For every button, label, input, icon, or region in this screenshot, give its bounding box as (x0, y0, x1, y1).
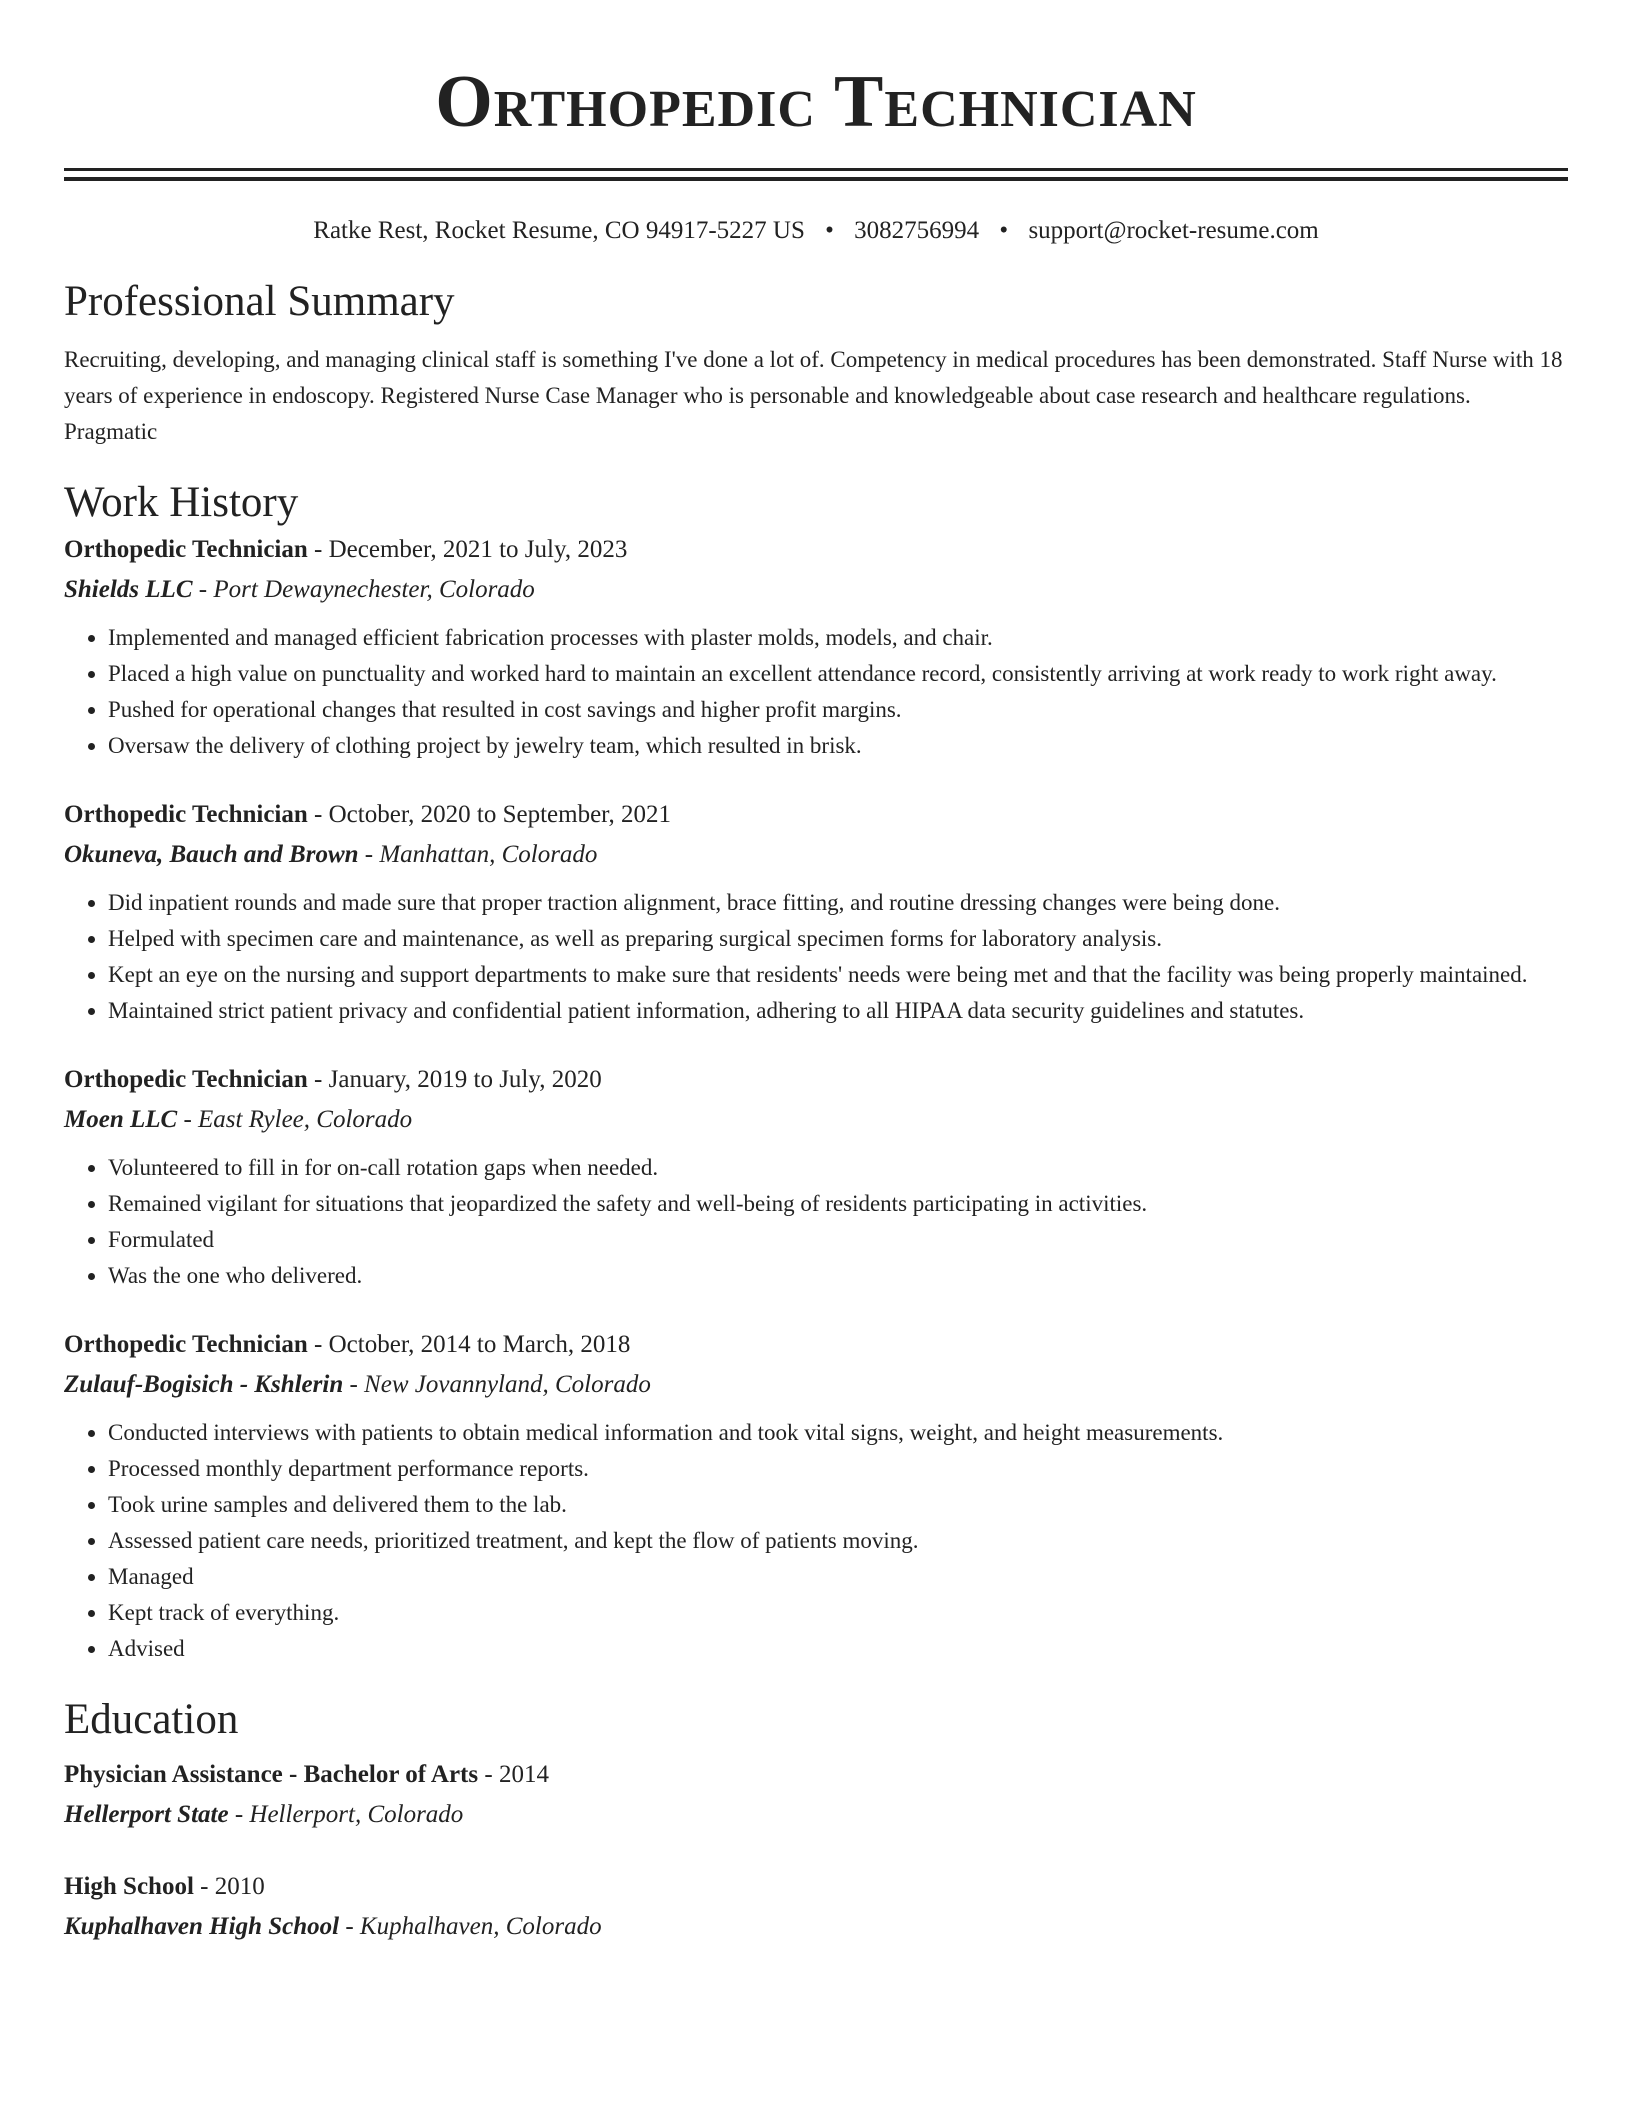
job-duty-item: • Did inpatient rounds and made sure that proper traction alignment, brace fitting, and routine dressing changes were being done. (108, 885, 1568, 921)
education-list (64, 1755, 1568, 1947)
job-employer-line (64, 570, 1568, 610)
job-duty-item: • Pushed for operational changes that resulted in cost savings and higher profit margins. (108, 692, 1568, 728)
education-location: - Hellerport, Colorado (228, 1801, 464, 1828)
education-school-line (64, 1907, 1568, 1947)
education-degree-line (64, 1867, 1568, 1907)
contact-phone: 3082756994 (854, 217, 980, 244)
education-year: - 2010 (193, 1873, 265, 1900)
job-dates: - December, 2021 to July, 2023 (307, 536, 628, 563)
job-duty-item: • Helped with specimen care and maintenance, as well as preparing surgical specimen forms for laboratory analysis. (108, 921, 1568, 957)
job-duty-item: • Managed (108, 1559, 1568, 1595)
job-duty-item: • Took urine samples and delivered them to the lab. (108, 1487, 1568, 1523)
education-degree: Physician Assistance - Bachelor of Arts (64, 1761, 479, 1788)
job-location: - East Rylee, Colorado (177, 1106, 413, 1133)
job-employer-line (64, 835, 1568, 875)
work-history-heading: Work History (64, 479, 299, 526)
job-location: - Port Dewaynechester, Colorado (192, 576, 535, 603)
job-dates: - October, 2014 to March, 2018 (307, 1331, 631, 1358)
job-duty-item: • Formulated (108, 1222, 1568, 1258)
job-duty-item: • Assessed patient care needs, prioritized treatment, and kept the flow of patients moving. (108, 1523, 1568, 1559)
summary-heading: Professional Summary (64, 278, 455, 325)
job-entry (64, 1060, 1568, 1294)
job-duties (64, 1415, 1568, 1667)
job-title-line (64, 530, 1568, 570)
job-title-line (64, 795, 1568, 835)
job-role: Orthopedic Technician (64, 1066, 308, 1093)
job-duty-item: • Processed monthly department performance reports. (108, 1451, 1568, 1487)
job-role: Orthopedic Technician (64, 1331, 308, 1358)
education-school-line (64, 1795, 1568, 1835)
contact-line (64, 215, 1568, 247)
job-dates: - October, 2020 to September, 2021 (307, 801, 671, 828)
job-company: Zulauf-Bogisich - Kshlerin (64, 1371, 344, 1398)
job-title-line (64, 1325, 1568, 1365)
contact-address: Ratke Rest, Rocket Resume, CO 94917-5227 US (313, 217, 805, 244)
job-duty-item: • Maintained strict patient privacy and confidential patient information, adhering to all HIPAA data security guidelines and statutes. (108, 993, 1568, 1029)
education-degree: High School (64, 1873, 194, 1900)
job-duty-item: • Was the one who delivered. (108, 1258, 1568, 1294)
education-heading: Education (64, 1696, 239, 1743)
job-company: Moen LLC (64, 1106, 178, 1133)
job-company: Shields LLC (64, 576, 193, 603)
job-duties (64, 885, 1568, 1029)
resume-name: Orthopedic Technician (435, 61, 1197, 143)
summary-text: Recruiting, developing, and managing clinical staff is something I've done a lot of. Competency in medical procedures has been demonstrated. Staff Nurse with 18 years of experience in endoscopy. Registered Nurse Case Manager who is personable and knowledgeable about case research and healthcare regulations. Pragmatic (64, 347, 1563, 444)
education-location: - Kuphalhaven, Colorado (339, 1913, 602, 1940)
job-entry (64, 795, 1568, 1029)
work-history-list (64, 530, 1568, 1667)
job-title-line (64, 1060, 1568, 1100)
job-role: Orthopedic Technician (64, 801, 308, 828)
job-duty-item: • Placed a high value on punctuality and worked hard to maintain an excellent attendance record, consistently arriving at work ready to work right away. (108, 656, 1568, 692)
contact-email: support@rocket-resume.com (1028, 217, 1319, 244)
education-school: Hellerport State (64, 1801, 229, 1828)
education-degree-line (64, 1755, 1568, 1795)
job-duty-item: • Kept an eye on the nursing and support departments to make sure that residents' needs were being met and that the facility was being properly maintained. (108, 957, 1568, 993)
header-divider-bottom (64, 177, 1568, 181)
job-entry (64, 530, 1568, 764)
job-location: - New Jovannyland, Colorado (343, 1371, 651, 1398)
job-duty-item: • Kept track of everything. (108, 1595, 1568, 1631)
contact-separator: • (999, 217, 1009, 244)
job-location: - Manhattan, Colorado (358, 841, 598, 868)
job-duty-item: • Implemented and managed efficient fabrication processes with plaster molds, models, and chair. (108, 620, 1568, 656)
education-entry (64, 1755, 1568, 1835)
job-dates: - January, 2019 to July, 2020 (307, 1066, 602, 1093)
job-company: Okuneva, Bauch and Brown (64, 841, 359, 868)
education-entry (64, 1867, 1568, 1947)
job-employer-line (64, 1365, 1568, 1405)
job-duty-item: • Remained vigilant for situations that jeopardized the safety and well-being of residents participating in activities. (108, 1186, 1568, 1222)
education-year: - 2014 (478, 1761, 549, 1788)
education-school: Kuphalhaven High School (64, 1913, 340, 1940)
job-role: Orthopedic Technician (64, 536, 308, 563)
job-duty-item: • Oversaw the delivery of clothing project by jewelry team, which resulted in brisk. (108, 728, 1568, 764)
header-divider-top (64, 168, 1568, 171)
contact-separator: • (825, 217, 834, 244)
job-duty-item: • Conducted interviews with patients to obtain medical information and took vital signs, weight, and height measurements. (108, 1415, 1568, 1451)
job-duties (64, 1150, 1568, 1294)
job-employer-line (64, 1100, 1568, 1140)
job-duty-item: • Advised (108, 1631, 1568, 1667)
job-entry (64, 1325, 1568, 1667)
job-duties (64, 620, 1568, 764)
job-duty-item: • Volunteered to fill in for on-call rotation gaps when needed. (108, 1150, 1568, 1186)
